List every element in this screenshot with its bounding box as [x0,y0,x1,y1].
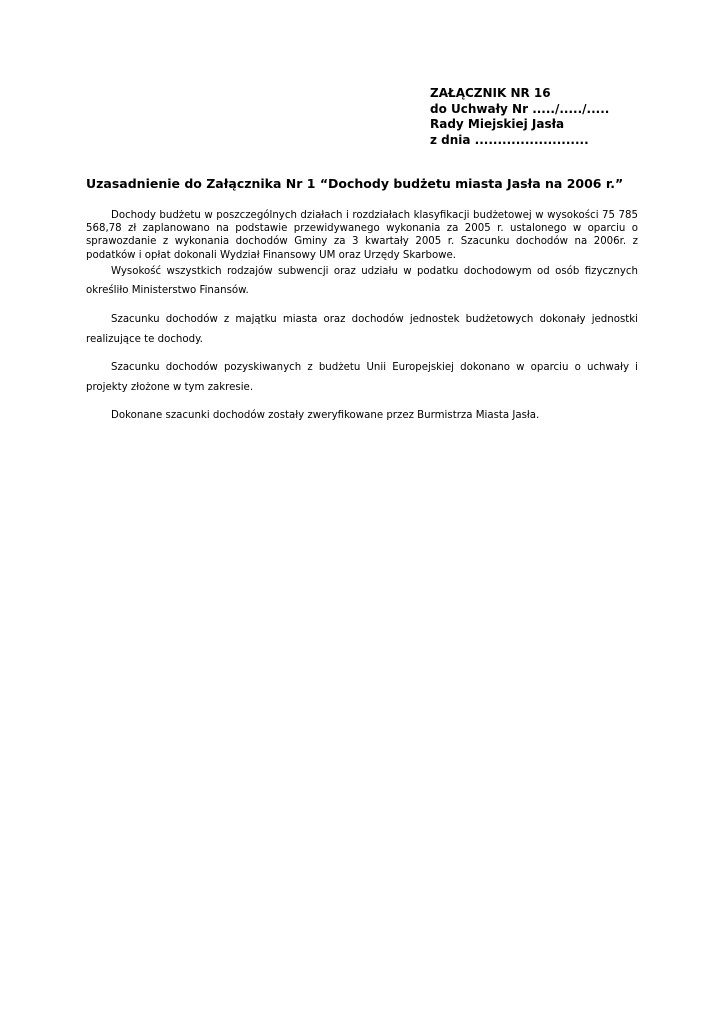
attachment-header [430,86,609,148]
paragraph-verification: Dokonane szacunki dochodów zostały zweryfikowane przez Burmistrza Miasta Jasła. [111,410,540,422]
resolution-date: z dnia ......................... [430,132,589,147]
attachment-number: ZAŁĄCZNIK NR 16 [430,86,551,100]
paragraph-property-income: Szacunku dochodów z majątku miasta oraz dochodów jednostek budżetowych dokonały jednostki realizujące te dochody. [86,314,638,345]
paragraph-subsidies: Wysokość wszystkich rodzajów subwencji oraz udziału w podatku dochodowym od osób fizycznych określiło Ministerstwo Finansów. [86,265,638,297]
council-name: Rady Miejskiej Jasła [430,117,565,131]
resolution-number: do Uchwały Nr ...../...../..... [430,101,610,116]
document-body [86,209,638,426]
paragraph-eu-funds: Szacunku dochodów pozyskiwanych z budżetu Unii Europejskiej dokonano w oparciu o uchwały i projekty złożone w tym zakresie. [86,362,638,393]
document-title: Uzasadnienie do Załącznika Nr 1 “Dochody budżetu miasta Jasła na 2006 r.” [86,176,624,191]
paragraph-income-plan: Dochody budżetu w poszczególnych działach i rozdziałach klasyfikacji budżetowej w wysokości 75 785 568,78 zł zaplanowano na podstawie przewidywanego wykonania za 2005 r. ustalonego w oparciu o sprawozdanie z wykonania dochodów Gminy za 3 kwartały 2005 r. Szacunku dochodów na 2006r. z podatków i opłat dokonali Wydział Finansowy UM oraz Urzędy Skarbowe. [86,210,638,261]
